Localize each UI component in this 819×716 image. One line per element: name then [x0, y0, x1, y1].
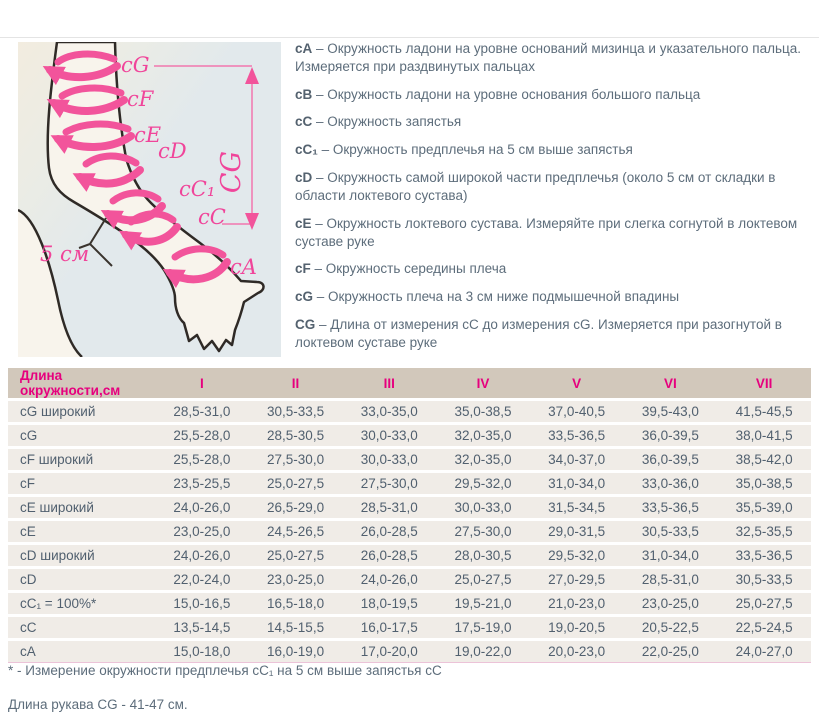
range-cell: 32,0-35,0	[436, 425, 530, 446]
size-column-header: III	[342, 368, 436, 398]
range-cell: 29,5-32,0	[436, 473, 530, 494]
measurement-code: CG	[295, 316, 316, 332]
table-title-cell: Длина окружности,см	[8, 368, 155, 398]
range-cell: 17,0-20,0	[342, 641, 436, 663]
measurement-text: – Окружность ладони на уровне основания большого пальца	[312, 86, 701, 102]
table-row	[8, 497, 811, 518]
row-label-cell: cD широкий	[8, 545, 155, 566]
range-cell: 16,0-17,5	[342, 617, 436, 638]
range-cell: 38,5-42,0	[717, 449, 811, 470]
range-cell: 30,0-33,0	[342, 425, 436, 446]
size-column-header: VI	[624, 368, 718, 398]
measurement-code: cD	[295, 170, 313, 186]
range-cell: 24,0-27,0	[717, 641, 811, 663]
measurement-code: cE	[295, 215, 312, 231]
size-column-header: VII	[717, 368, 811, 398]
range-cell: 20,5-22,5	[624, 617, 718, 638]
label-cc: cC	[198, 205, 226, 229]
measurement-code: cA	[295, 41, 313, 56]
table-row	[8, 593, 811, 614]
measurement-description-cg	[295, 288, 811, 306]
measurement-text: – Окружность самой широкой части предплечья (около 5 см от складки в области локтевого сустава)	[295, 170, 776, 203]
size-table-header	[8, 368, 811, 398]
range-cell: 16,5-18,0	[249, 593, 343, 614]
range-cell: 25,0-27,5	[249, 473, 343, 494]
range-cell: 21,0-23,0	[530, 593, 624, 614]
range-cell: 27,0-29,5	[530, 569, 624, 590]
range-cell: 23,0-25,0	[624, 593, 718, 614]
range-cell: 35,5-39,0	[717, 497, 811, 518]
range-cell: 30,0-33,0	[342, 449, 436, 470]
range-cell: 18,0-19,5	[342, 593, 436, 614]
range-cell: 28,5-31,0	[155, 401, 249, 422]
range-cell: 28,5-31,0	[342, 497, 436, 518]
range-cell: 22,0-25,0	[624, 641, 718, 663]
table-row	[8, 641, 811, 663]
measurement-text: – Окружность локтевого сустава. Измеряйте при слегка согнутой в локтевом суставе руке	[295, 215, 798, 249]
size-column-header: IV	[436, 368, 530, 398]
label-ca: cA	[230, 255, 257, 279]
range-cell: 29,5-32,0	[530, 545, 624, 566]
range-cell: 25,0-27,5	[436, 569, 530, 590]
measurement-text: – Окружность запястья	[312, 114, 462, 130]
row-label-cell: cE широкий	[8, 497, 155, 518]
range-cell: 27,5-30,0	[436, 521, 530, 542]
arm-measurement-illustration	[18, 42, 281, 357]
range-cell: 26,5-29,0	[249, 497, 343, 518]
range-cell: 30,5-33,5	[717, 569, 811, 590]
sleeve-length-note: Длина рукава CG - 41-47 см.	[8, 697, 188, 712]
range-cell: 26,0-28,5	[342, 521, 436, 542]
range-cell: 13,5-14,5	[155, 617, 249, 638]
measurement-description-cg	[295, 316, 811, 352]
table-row	[8, 545, 811, 566]
range-cell: 35,0-38,5	[717, 473, 811, 494]
range-cell: 23,5-25,5	[155, 473, 249, 494]
range-cell: 25,5-28,0	[155, 449, 249, 470]
label-cg-dimension: CG	[216, 150, 247, 194]
range-cell: 33,0-35,0	[342, 401, 436, 422]
row-label-cell: cF	[8, 473, 155, 494]
row-label-cell: cD	[8, 569, 155, 590]
measurement-description-ce	[295, 215, 811, 251]
range-cell: 30,5-33,5	[249, 401, 343, 422]
table-row	[8, 449, 811, 470]
range-cell: 37,0-40,5	[530, 401, 624, 422]
range-cell: 16,0-19,0	[249, 641, 343, 663]
row-label-cell: cC₁ = 100%*	[8, 593, 155, 614]
range-cell: 25,5-28,0	[155, 425, 249, 446]
measurement-description-cd	[295, 169, 811, 205]
measurement-description-cc	[295, 113, 811, 131]
row-label-cell: cA	[8, 641, 155, 663]
measurement-text: – Окружность предплечья на 5 см выше запястья	[317, 142, 633, 158]
measurement-description-ca	[295, 40, 811, 76]
measurement-code: cC₁	[295, 142, 318, 158]
table-row	[8, 569, 811, 590]
range-cell: 33,0-36,0	[624, 473, 718, 494]
range-cell: 32,5-35,5	[717, 521, 811, 542]
range-cell: 24,5-26,5	[249, 521, 343, 542]
table-row	[8, 425, 811, 446]
range-cell: 34,0-37,0	[530, 449, 624, 470]
measurement-description-cf	[295, 260, 811, 278]
range-cell: 30,5-33,5	[624, 521, 718, 542]
asterisk-footnote: * - Измерение окружности предплечья cC₁ на 5 см выше запястья cC	[8, 663, 442, 678]
table-row	[8, 473, 811, 494]
label-cg: cG	[121, 53, 150, 77]
range-cell: 24,0-26,0	[155, 497, 249, 518]
range-cell: 25,0-27,5	[249, 545, 343, 566]
size-column-header: II	[249, 368, 343, 398]
range-cell: 41,5-45,5	[717, 401, 811, 422]
top-divider	[0, 37, 819, 38]
range-cell: 38,0-41,5	[717, 425, 811, 446]
range-cell: 33,5-36,5	[717, 545, 811, 566]
row-label-cell: cG широкий	[8, 401, 155, 422]
range-cell: 24,0-26,0	[155, 545, 249, 566]
range-cell: 28,5-31,0	[624, 569, 718, 590]
range-cell: 23,0-25,0	[155, 521, 249, 542]
arm-illustration-svg	[18, 42, 281, 357]
table-row	[8, 617, 811, 638]
range-cell: 35,0-38,5	[436, 401, 530, 422]
measurement-description-cb	[295, 86, 811, 104]
table-row	[8, 521, 811, 542]
label-cd: cD	[158, 139, 187, 163]
label-five-cm: 5 см	[40, 242, 90, 266]
range-cell: 39,5-43,0	[624, 401, 718, 422]
measurement-code: cG	[295, 289, 314, 305]
size-table-header-row	[8, 368, 811, 398]
row-label-cell: cF широкий	[8, 449, 155, 470]
measurement-text: – Длина от измерения cC до измерения cG. Измеряется при разогнутой в локтевом суставе руке	[295, 316, 782, 350]
range-cell: 29,0-31,5	[530, 521, 624, 542]
row-label-cell: cG	[8, 425, 155, 446]
size-table-body	[8, 401, 811, 663]
measurement-description-cc	[295, 141, 811, 159]
range-cell: 31,0-34,0	[624, 545, 718, 566]
label-ce: cE	[134, 123, 162, 147]
range-cell: 22,5-24,5	[717, 617, 811, 638]
range-cell: 19,5-21,0	[436, 593, 530, 614]
range-cell: 24,0-26,0	[342, 569, 436, 590]
row-label-cell: cE	[8, 521, 155, 542]
range-cell: 36,0-39,5	[624, 449, 718, 470]
size-table	[8, 365, 811, 666]
range-cell: 15,0-16,5	[155, 593, 249, 614]
range-cell: 22,0-24,0	[155, 569, 249, 590]
range-cell: 17,5-19,0	[436, 617, 530, 638]
range-cell: 26,0-28,5	[342, 545, 436, 566]
range-cell: 36,0-39,5	[624, 425, 718, 446]
range-cell: 14,5-15,5	[249, 617, 343, 638]
range-cell: 15,0-18,0	[155, 641, 249, 663]
measurement-descriptions	[295, 40, 811, 362]
measurement-text: – Окружность середины плеча	[310, 261, 507, 277]
range-cell: 19,0-22,0	[436, 641, 530, 663]
range-cell: 31,0-34,0	[530, 473, 624, 494]
range-cell: 19,0-20,5	[530, 617, 624, 638]
measurement-code: cC	[295, 114, 313, 130]
measurement-text: – Окружность плеча на 3 см ниже подмышечной впадины	[313, 289, 680, 305]
range-cell: 28,5-30,5	[249, 425, 343, 446]
range-cell: 31,5-34,5	[530, 497, 624, 518]
range-cell: 33,5-36,5	[624, 497, 718, 518]
range-cell: 23,0-25,0	[249, 569, 343, 590]
label-cf: cF	[127, 87, 154, 111]
range-cell: 32,0-35,0	[436, 449, 530, 470]
range-cell: 30,0-33,0	[436, 497, 530, 518]
range-cell: 27,5-30,0	[249, 449, 343, 470]
range-cell: 28,0-30,5	[436, 545, 530, 566]
table-row	[8, 401, 811, 422]
measurement-code: cB	[295, 86, 313, 102]
size-column-header: V	[530, 368, 624, 398]
row-label-cell: cC	[8, 617, 155, 638]
range-cell: 20,0-23,0	[530, 641, 624, 663]
size-column-header: I	[155, 368, 249, 398]
range-cell: 25,0-27,5	[717, 593, 811, 614]
range-cell: 33,5-36,5	[530, 425, 624, 446]
measurement-code: cF	[295, 261, 311, 277]
measurement-text: – Окружность ладони на уровне оснований мизинца и указательного пальца. Измеряется при раздвинутых пальцах	[295, 41, 801, 74]
range-cell: 27,5-30,0	[342, 473, 436, 494]
label-cc1: cC₁	[179, 177, 216, 201]
